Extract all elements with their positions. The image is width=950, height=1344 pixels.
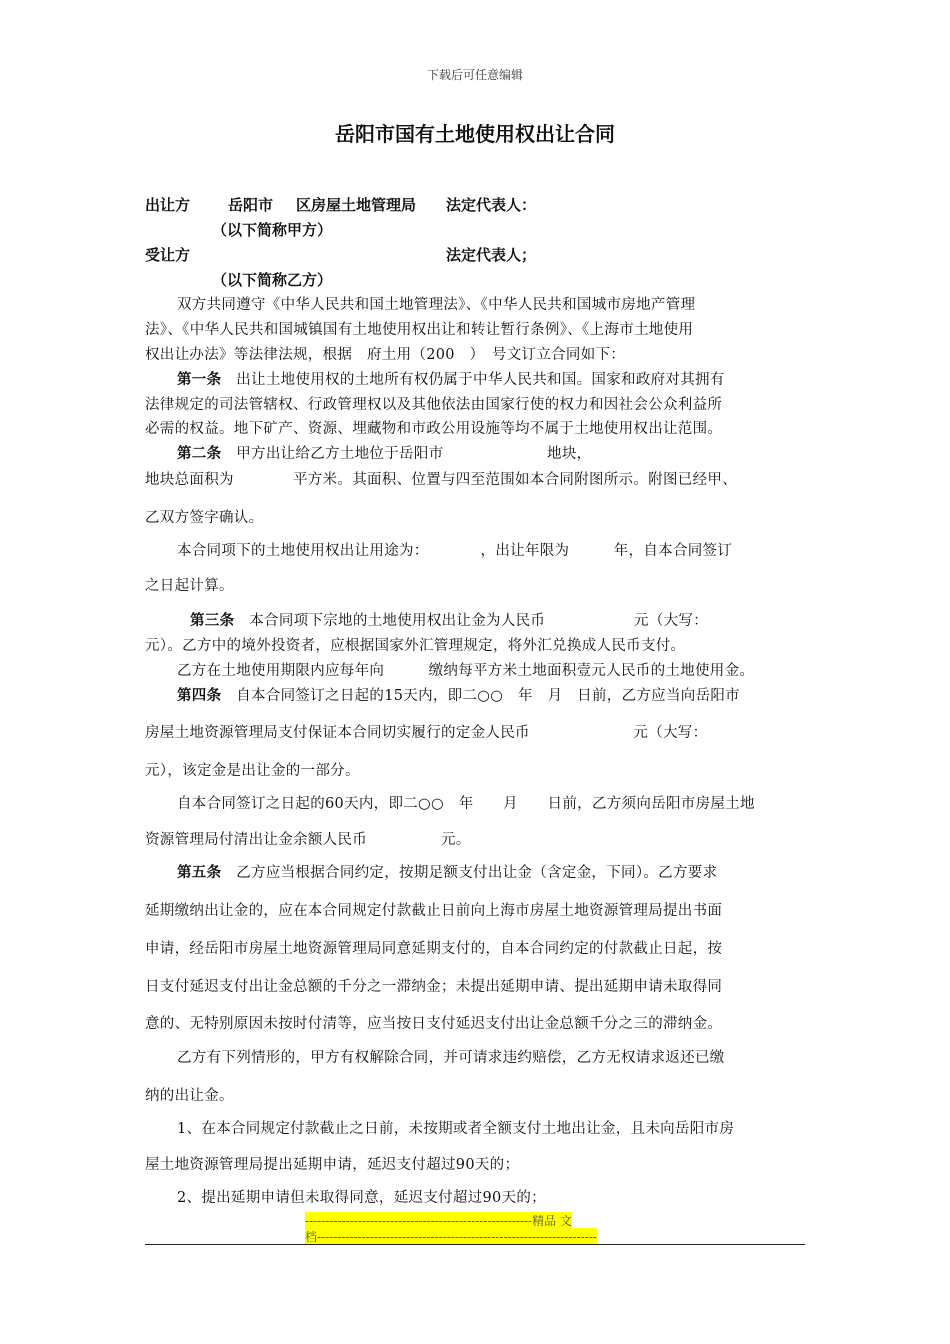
document-title: 岳阳市国有土地使用权出让合同: [335, 122, 615, 146]
article-5-label: 第五条: [177, 865, 222, 881]
text-line: 本合同项下的土地使用权出让用途为： ，出让年限为 年，自本合同签订: [177, 543, 733, 559]
header-note: 下载后可任意编辑: [426, 68, 523, 82]
text-line: 之日起计算。: [145, 578, 234, 594]
text-line: 必需的权益。地下矿产、资源、埋藏物和市政公用设施等均不属于土地使用权出让范围。: [145, 421, 723, 437]
footer-rule: [145, 1244, 805, 1245]
party-label-transferor: 出让方: [145, 196, 191, 214]
text-line: 乙方有下列情形的，甲方有权解除合同，并可请求违约赔偿，乙方无权请求返还已缴: [177, 1050, 725, 1066]
text-line: 乙双方签字确认。: [145, 510, 264, 526]
text-line: 屋土地资源管理局提出延期申请，延迟支付超过90天的；: [145, 1157, 520, 1173]
article-4-label: 第四条: [177, 688, 222, 704]
footer-watermark-line2: 档---------------------------------------------------------------------: [305, 1230, 597, 1244]
text-line: 2、提出延期申请但未取得同意，延迟支付超过90天的；: [177, 1190, 546, 1206]
text-line: 乙方应当根据合同约定，按期足额支付出让金（含定金，下同）。乙方要求: [236, 865, 718, 881]
text-line: 日支付延迟支付出让金总额的千分之一滞纳金；未提出延期申请、提出延期申请未取得同: [145, 979, 723, 995]
text-line: 权出让办法》等法律法规，根据 府土用（200 ） 号文订立合同如下：: [145, 347, 626, 363]
party-city: 岳阳市: [228, 196, 274, 214]
footer-watermark-line1: --------------------------------------------------------精品 文: [305, 1214, 572, 1228]
article-2-label: 第二条: [177, 446, 222, 462]
text-line: 资源管理局付清出让金余额人民币 元。: [145, 832, 471, 848]
legal-rep-label-b: 法定代表人；: [446, 246, 537, 264]
legal-rep-label-a: 法定代表人：: [446, 196, 537, 214]
party-b-abbrev: （以下简称乙方）: [212, 271, 333, 289]
text-line: 法》、《中华人民共和国城镇国有土地使用权出让和转让暂行条例》、《上海市土地使用: [145, 322, 694, 338]
text-line: 申请，经岳阳市房屋土地资源管理局同意延期支付的，自本合同约定的付款截止日起，按: [145, 941, 723, 957]
text-line: 本合同项下宗地的土地使用权出让金为人民币 元（大写：: [249, 613, 709, 629]
text-line: 纳的出让金。: [145, 1088, 234, 1104]
text-line: 元），该定金是出让金的一部分。: [145, 763, 360, 779]
text-line: 元）。乙方中的境外投资者，应根据国家外汇管理规定，将外汇兑换成人民币支付。: [145, 638, 686, 654]
text-line: 1、在本合同规定付款截止之日前，未按期或者全额支付土地出让金，且未向岳阳市房: [177, 1121, 735, 1137]
party-a-abbrev: （以下简称甲方）: [212, 221, 333, 239]
text-line: 双方共同遵守《中华人民共和国土地管理法》、《中华人民共和国城市房地产管理: [177, 297, 696, 313]
party-label-transferee: 受让方: [145, 246, 191, 264]
text-line: 意的、无特别原因未按时付清等，应当按日支付延迟支付出让金总额千分之三的滞纳金。: [145, 1016, 723, 1032]
text-line: 甲方出让给乙方土地位于岳阳市 地块，: [236, 446, 592, 462]
text-line: 自本合同签订之日起的60天内，即二○○ 年 月 日前，乙方须向岳阳市房屋土地: [177, 796, 755, 812]
text-line: 房屋土地资源管理局支付保证本合同切实履行的定金人民币 元（大写：: [145, 725, 708, 741]
text-line: 自本合同签订之日起的15天内，即二○○ 年 月 日前，乙方应当向岳阳市: [236, 688, 740, 704]
article-1-label: 第一条: [177, 372, 222, 388]
text-line: 法律规定的司法管辖权、行政管理权以及其他依法由国家行使的权力和因社会公众利益所: [145, 397, 723, 413]
text-line: 地块总面积为 平方米。其面积、位置与四至范围如本合同附图所示。附图已经甲、: [145, 472, 737, 488]
text-line: 出让土地使用权的土地所有权仍属于中华人民共和国。国家和政府对其拥有: [236, 372, 725, 388]
text-line: 延期缴纳出让金的，应在本合同规定付款截止日前向上海市房屋土地资源管理局提出书面: [145, 903, 723, 919]
article-3-label: 第三条: [190, 613, 235, 629]
party-bureau: 区房屋土地管理局: [296, 196, 417, 214]
text-line: 乙方在土地使用期限内应每年向 缴纳每平方米土地面积壹元人民币的土地使用金。: [177, 663, 755, 679]
